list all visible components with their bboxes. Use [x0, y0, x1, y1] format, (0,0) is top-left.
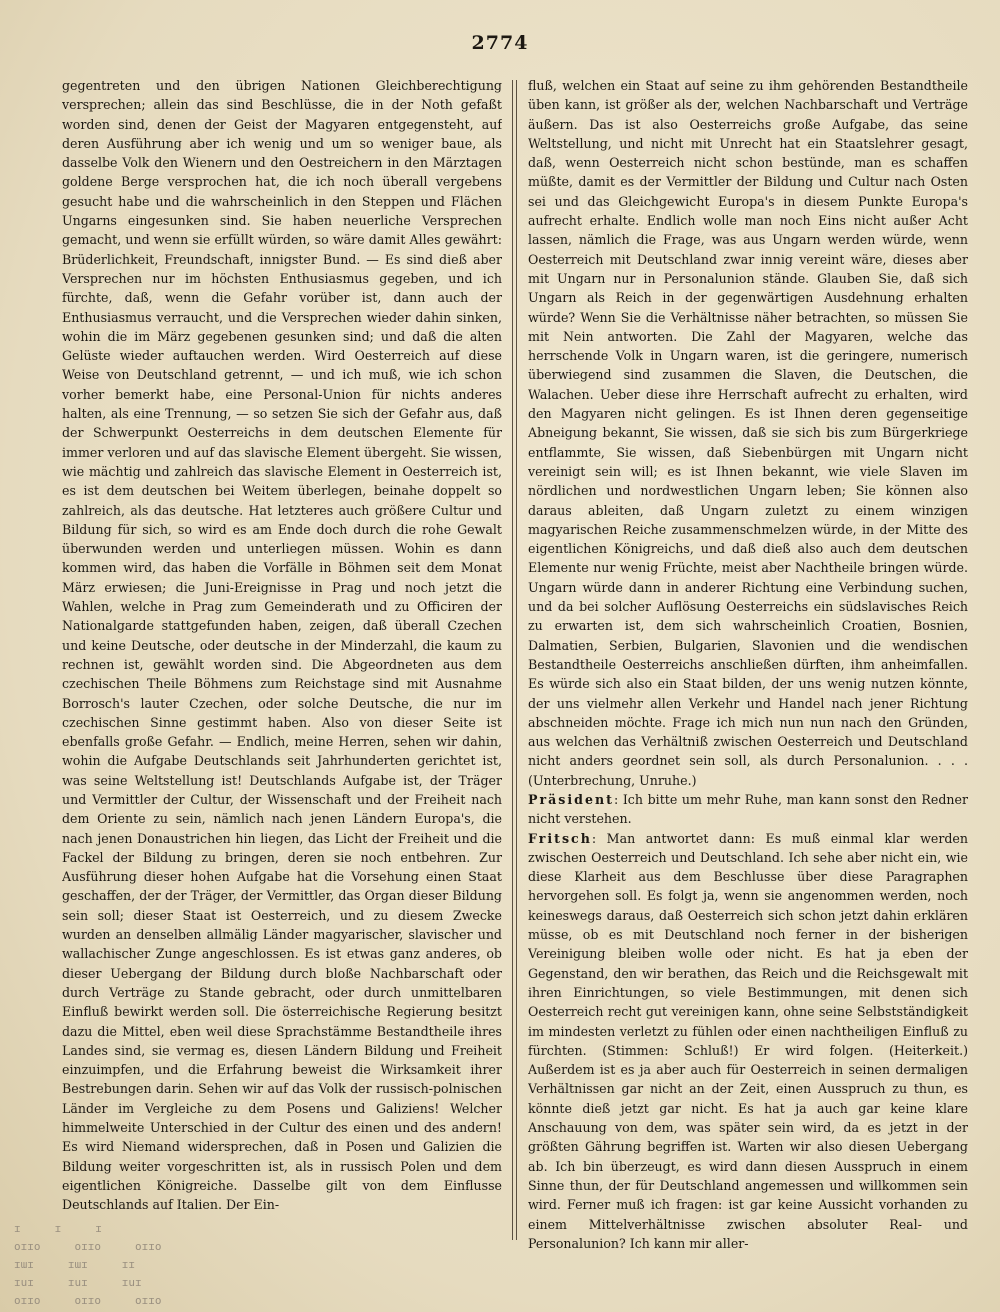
column-divider [512, 80, 513, 1240]
margin-mark: ɪuɪ [67, 1276, 88, 1289]
margin-mark: oɪɪo [14, 1294, 41, 1307]
margin-mark: ɪ [14, 1222, 21, 1235]
president-statement [528, 790, 968, 829]
right-column-paragraph: fluß, welchen ein Staat auf seine zu ihm gehörenden Bestandtheile üben kann, ist größer als der, welchen Nachbarschaft und Verträge äußern. Das ist also Oesterreichs große Aufgabe, das seine Weltstellung, und nicht mit Unrecht hat ein Staatslehrer gesagt, daß, wenn Oesterreich nicht schon bestünde, man es schaffen müßte, damit es der Vermittler der Bildung und Cultur nach Osten sei und das Gleichgewicht Europa's in diesem Punkte Europa's aufrecht erhalte. Endlich wolle man noch Eins nicht außer Acht lassen, nämlich die Frage, was aus Ungarn werden würde, wenn Oesterreich mit Deutschland zwar innig vereint wäre, dieses aber mit Ungarn nur in Personalunion stände. Glauben Sie, daß sich Ungarn als Reich in der gegenwärtigen Ausdehnung erhalten würde? Wenn Sie die Verhältnisse näher betrachten, so müssen Sie mit Nein antworten. Die Zahl der Magyaren, welche das herrschende Volk in Ungarn waren, ist die geringere, numerisch überwiegend sind zusammen die Slaven, die Deutschen, die Walachen. Ueber diese ihre Herrschaft aufrecht zu erhalten, wird den Magyaren nicht gelingen. Es ist Ihnen deren gegenseitige Abneigung bekannt, Sie wissen, daß sie sich bis zum Bürgerkriege entflammte, Sie wissen, daß Siebenbürgen mit Ungarn nicht vereinigt sein will; es ist Ihnen bekannt, wie viele Slaven im nördlichen und nordwestlichen Ungarn leben; Sie können also daraus ableiten, daß Ungarn zuletzt zu einem winzigen magyarischen Reiche zusammenschmelzen würde, in der Mitte des eigentlichen Königreichs, und daß dieß also auch dem deutschen Elemente nur wenig Früchte, meist aber Nachtheile bringen würde. Ungarn würde dann in anderer Richtung eine Verbindung suchen, und da bei solcher Auflösung Oesterreichs ein südslavisches Reich zu erwarten ist, dem sich wahrscheinlich Croatien, Bosnien, Dalmatien, Serbien, Bulgarien, Slavonien und die wendischen Bestandtheile Oesterreichs anschließen dürften, ihm anheimfallen. Es würde sich also ein Staat bilden, der uns wenig nutzen könnte, der uns vielmehr allen Verkehr und Handel nach jener Richtung abschneiden möchte. Frage ich mich nun nun nach den Gründen, aus welchen das Verhältniß zwischen Oesterreich und Deutschland nicht anders geordnet sein soll, als durch Personalunion. . . . (Unterbrechung, Unruhe.) [528, 78, 968, 788]
margin-row [14, 1222, 144, 1240]
margin-mark: ɪ [95, 1222, 102, 1235]
margin-row [14, 1294, 162, 1312]
margin-mark: ɪɯɪ [67, 1258, 88, 1271]
page-number: 2774 [471, 32, 529, 54]
margin-row [14, 1258, 144, 1276]
left-column [62, 76, 502, 1272]
right-column [528, 76, 968, 1272]
margin-marks [14, 1222, 162, 1312]
fritsch-text: : Man antwortet dann: Es muß einmal klar werden zwischen Oesterreich und Deutschland. Ich sehe aber nicht ein, wie diese Klarheit aus dem Beschlusse über diese Paragraphen hervorgehen soll. Es folgt ja, wenn sie angenommen werden, noch keineswegs daraus, daß Oesterreich sich schon jetzt dahin erklären müsse, ob es mit Deutschland noch ferner in der bisherigen Vereinigung bleiben wolle oder nicht. Es hat ja eben der Gegenstand, den wir berathen, das Reich und die Reichsgewalt mit ihren Einrichtungen, so viele Bestimmungen, mit denen sich Oesterreich recht gut vereinigen kann, ohne seine Selbstständigkeit im mindesten verletzt zu fühlen oder einen nachtheiligen Einfluß zu fürchten. (Stimmen: Schluß!) Er wird folgen. (Heiterkeit.) Außerdem ist es ja aber auch für Oesterreich in seinen dermaligen Verhältnissen gar nicht an der Zeit, einen Ausspruch zu thun, es könnte dieß jetzt gar nicht. Es hat ja auch gar keine klare Anschauung von dem, was später sein wird, da es jetzt in der größten Gährung begriffen ist. Warten wir also diesen Uebergang ab. Ich bin überzeugt, es wird dann diesen Ausspruch in einem Sinne thun, der für Deutschland angemessen und willkommen sein wird. Ferner muß ich fragen: ist gar keine Aussicht vorhanden zu einem Mittelverhältnisse zwischen absoluter Real- und Personalunion? Ich kann mir aller- [528, 830, 968, 1251]
margin-mark: ɪ [54, 1222, 62, 1235]
margin-mark: ɪɪ [121, 1258, 135, 1271]
margin-mark: ɪuɪ [121, 1276, 142, 1289]
speaker-name-president: Präsident [528, 791, 614, 807]
margin-row [14, 1276, 144, 1294]
column-divider-secondary [516, 80, 517, 1240]
margin-mark: oɪɪo [74, 1294, 101, 1307]
speaker-name-fritsch: Fritsch [528, 830, 592, 846]
president-text: : Ich bitte um mehr Ruhe, man kann sonst den Redner nicht verstehen. [528, 791, 968, 827]
margin-mark: oɪɪo [135, 1240, 162, 1253]
margin-mark: ɪuɪ [14, 1276, 34, 1289]
margin-row [14, 1240, 162, 1258]
left-column-paragraph: gegentreten und den übrigen Nationen Gleichberechtigung versprechen; allein das sind Beschlüsse, die in der Noth gefaßt worden sind, denen der Geist der Magyaren entgegensteht, auf deren Ausführung aber ich wenig und um so weniger baue, als dasselbe Volk den Wienern und den Oestreichern in den Märztagen goldene Berge versprochen hat, die ich noch überall vergebens gesucht habe und die wahrscheinlich in den Steppen und Flächen Ungarns eingesunken sind. Sie haben neuerliche Versprechen gemacht, und wenn sie erfüllt würden, so wäre damit Alles gewährt: Brüderlichkeit, Freundschaft, innigster Bund. — Es sind dieß aber Versprechen nur im höchsten Enthusiasmus gegeben, und ich fürchte, daß, wenn die Gefahr vorüber ist, dann auch der Enthusiasmus verraucht, und die Versprechen wieder dahin sinken, wohin die im März gegebenen gesunken sind; und daß die alten Gelüste wieder auftauchen werden. Wird Oesterreich auf diese Weise von Deutschland getrennt, — und ich muß, wie ich schon vorher bemerkt habe, eine Personal-Union für nichts anderes halten, als eine Trennung, — so setzen Sie sich der Gefahr aus, daß der Schwerpunkt Oesterreichs in dem deutschen Elemente für immer verloren und auf das slavische Element übergeht. Sie wissen, wie mächtig und zahlreich das slavische Element in Oesterreich ist, es ist dem deutschen bei Weitem überlegen, beinahe doppelt so zahlreich, als das deutsche. Hat letzteres auch größere Cultur und Bildung für sich, so wird es am Ende doch durch die rohe Gewalt überwunden werden und unterliegen müssen. Wohin es dann kommen wird, das haben die Vorfälle in Böhmen seit dem Monat März erwiesen; die Juni-Ereignisse in Prag und noch jetzt die Wahlen, welche in Prag zum Gemeinderath und zu Officiren der Nationalgarde stattgefunden haben, zeigen, daß überall Czechen und keine Deutsche, oder deutsche in der Minderzahl, die kaum zu rechnen ist, gewählt worden sind. Die Abgeordneten aus dem czechischen Theile Böhmens zum Reichstage sind mit Ausnahme Borrosch's lauter Czechen, oder solche Deutsche, die nur im czechischen Sinne gestimmt haben. Also von dieser Seite ist ebenfalls große Gefahr. — Endlich, meine Herren, sehen wir dahin, wohin die Aufgabe Deutschlands seit Jahrhunderten gerichtet ist, was seine Weltstellung ist! Deutschlands Aufgabe ist, der Träger und Vermittler der Cultur, der Wissenschaft und der Freiheit nach dem Oriente zu sein, nämlich nach jenen Ländern Europa's, die nach jenen Donaustrichen hin liegen, das Licht der Freiheit und die Fackel der Bildung zu bringen, deren sie noch entbehren. Zur Ausführung dieser hohen Aufgabe hat die Vorsehung einen Staat geschaffen, der der Träger, der Vermittler, das Organ dieser Bildung sein soll; dieser Staat ist Oesterreich, und zu diesem Zwecke wurden an denselben allmälig Länder magyarischer, slavischer und wallachischer Zunge angeschlossen. Es ist etwas ganz anderes, ob dieser Uebergang der Bildung durch bloße Nachbarschaft oder durch Verträge zu Stande gebracht, oder durch unmittelbaren Einfluß bewirkt werden soll. Die österreichische Regierung besitzt dazu die Mittel, eben weil diese Sprachstämme Bestandtheile ihres Landes sind, sie vermag es, diesen Ländern Bildung und Freiheit einzuimpfen, und die Erfahrung beweist die Wirksamkeit ihrer Bestrebungen darin. Sehen wir auf das Volk der russisch-polnischen Länder im Vergleiche zu dem Posens und Galiziens! Welcher himmelweite Unterschied in der Cultur des einen und des andern! Es wird Niemand widersprechen, daß in Posen und Galizien die Bildung weiter vorgeschritten ist, als in russisch Polen und dem eigentlichen Königreiche. Dasselbe gilt von dem Einflusse Deutschlands auf Italien. Der Ein- [62, 78, 502, 1213]
margin-mark: oɪɪo [135, 1294, 162, 1307]
margin-mark: ɪɯɪ [14, 1258, 34, 1271]
margin-mark: oɪɪo [14, 1240, 41, 1253]
fritsch-statement [528, 829, 968, 1254]
margin-mark: oɪɪo [74, 1240, 101, 1253]
